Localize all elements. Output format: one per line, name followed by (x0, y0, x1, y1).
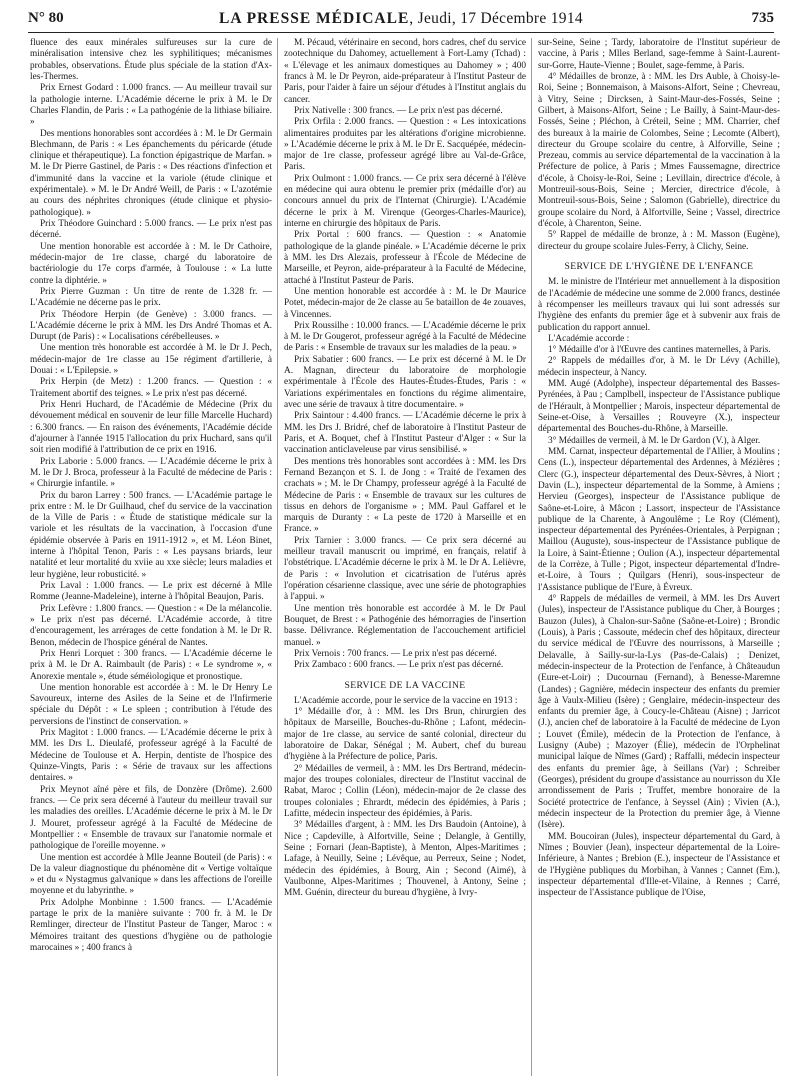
text-column-left (30, 38, 272, 954)
paragraph: M. Pécaud, vétérinaire en second, hors cadres, chef du service zootechnique du Dahomey, actuellement à Fort-Lamy (Tchad) : « L'élevage et les animaux domestiques au Dahomey » ; 400 francs à M. le Dr Peyron, aide-préparateur à l'Institut Pasteur de Paris, pour l'aider à faire un séjour d'études à l'Institut anglais du cancer. (284, 38, 526, 105)
paragraph: Des mentions très honorables sont accordées à : MM. les Drs Fernand Bezançon et S. I. de Jong : « Traité de l'examen des crachats » ; M. le Dr Champy, professeur agrégé à la Faculté de Médecine de Paris : « Ensemble de travaux sur les cultures de tissus en dehors de l'organisme » ; MM. Paul Gaffarel et le marquis de Duranty : « La peste de 1720 à Marseille et en France. » (284, 456, 526, 535)
paragraph: Prix Henri Huchard, de l'Académie de Médecine (Prix du dévouement médical en souvenir de leur fille Marcelle Huchard) : 6.300 francs. — En raison des événements, l'Académie décide d'ajourner à l'année 1915 l'allocation du prix Huchard, sans qu'il soit rien modifié à l'attribution de ce prix en 1916. (30, 400, 272, 456)
paragraph: Des mentions honorables sont accordées à : M. le Dr Germain Blechmann, de Paris : « Les épanchements du péricarde (étude clinique et thérapeutique). La fonction épigastrique de Marfan. » M. le Dr Pierre Gastinel, de Paris : « Des réactions d'infection et d'immunité dans la vaccine et la variole (étude clinique et expérimentale). » M. le Dr André Weill, de Paris : « L'azotémie au cours des néphrites chroniques (étude clinique et physio-pathologique). » (30, 128, 272, 218)
paragraph: Prix Adolphe Monbinne : 1.500 francs. — L'Académie partage le prix de la manière suivante : 700 fr. à M. le Dr Remlinger, directeur de l'Institut Pasteur de Tanger, Maroc : « Mémoires traitant des questions d'hygiène ou de pathologie marocaines » ; 400 francs à (30, 897, 272, 953)
paragraph: Une mention est accordée à Mlle Jeanne Bouteil (de Paris) : « De la valeur diagnostique du phénomène dit « Vertige voltaïque » et du « Nystagmus galvanique » dans les affections de l'oreille moyenne et du labyrinthe. » (30, 852, 272, 897)
paragraph: 3° Médailles de vermeil, à M. le Dr Gardon (V.), à Alger. (548, 435, 761, 446)
paragraph: MM. Augé (Adolphe), inspecteur départemental des Basses-Pyrénées, à Pau ; Camplbell, inspecteur de l'Assistance publique de l'Hérault, à Montpellier ; Marois, inspecteur départemental de Seine-et-Oise, à Versailles ; Rouveyre (X.), inspecteur départemental des Bouches-du-Rhône, à Marseille. (538, 379, 780, 435)
paragraph: Prix Magitot : 1.000 francs. — L'Académie décerne le prix à MM. les Drs L. Dieulafé, professeur agrégé à la Faculté de Médecine de Toulouse et A. Herpin, dentiste de l'hospice des Quinze-Vingts, Paris : « Série de travaux sur les affections dentaires. » (30, 728, 272, 784)
paragraph: Prix Orfila : 2.000 francs. — Question : « Les intoxications alimentaires produites par les altérations d'origine microbienne. » L'Académie décerne le prix à M. le Dr E. Sacquépée, médecin-major de 1re classe, professeur agrégé libre au Val-de-Grâce, Paris. (284, 117, 526, 173)
paragraph: Prix Oulmont : 1.000 francs. — Ce prix sera décerné à l'élève en médecine qui aura obtenu le premier prix (médaille d'or) au concours annuel du prix de l'Internat (Chirurgie). L'Académie décerne le prix à M. Virenque (Georges-Charles-Maurice), interne en chirurgie des hôpitaux de Paris. (284, 173, 526, 229)
paragraph: Prix Zambaco : 600 francs. — Le prix n'est pas décerné. (294, 660, 504, 671)
paragraph: Prix Lefèvre : 1.800 francs. — Question : « De la mélancolie. » Le prix n'est pas décerné. L'Académie accorde, à titre d'encouragement, les arrérages de cette fondation à M. le Dr R. Benon, médecin de l'hospice général de Nantes. (30, 603, 272, 648)
paragraph: 2° Rappels de médailles d'or, à M. le Dr Lévy (Achille), médecin inspecteur, à Nancy. (538, 356, 780, 378)
paragraph: 2° Médailles de vermeil, à : MM. les Drs Bertrand, médecin-major des troupes coloniales, directeur de l'Institut vaccinal de Rabat, Maroc ; Collin (Léon), médecin-major de 2e classe des troupes coloniales ; Ehrardt, médecin des épidémies, à Paris ; Lafitte, médecin inspecteur des épidémies, à Paris. (284, 763, 526, 819)
paragraph: Prix Meynot aîné père et fils, de Donzère (Drôme). 2.600 francs. — Ce prix sera décerné à l'auteur du meilleur travail sur les maladies des oreilles. L'Académie décerne le prix à M. le Dr J. Mouret, professeur agrégé à la Faculté de Médecine de Montpellier : « Ensemble de travaux sur l'anatomie normale et pathologique de l'oreille moyenne. » (30, 784, 272, 852)
paragraph: Prix Théodore Herpin (de Genève) : 3.000 francs. — L'Académie décerne le prix à MM. les Drs André Thomas et A. Durupt (de Paris) : « Localisations cérébelleuses. » (30, 309, 272, 343)
issue-date: , Jeudi, 17 Décembre 1914 (409, 10, 583, 27)
paragraph: fluence des eaux minérales sulfureuses sur la cure de minéralisation intensive chez les syphilitiques; mécanismes probables, observations. Étude plus spéciale de la station d'Ax-les-Thermes. (30, 38, 272, 82)
column-rule (531, 38, 532, 1076)
section-heading: SERVICE DE LA VACCINE (344, 679, 466, 691)
issue-number: N° 80 (28, 10, 64, 26)
paragraph: L'Académie accorde : (548, 333, 630, 344)
paragraph: Une mention honorable est accordée à : M. le Dr Maurice Potet, médecin-major de 2e classe au 5e bataillon de 4e zouaves, à Vincennes. (284, 286, 526, 320)
paragraph: Prix Théodore Guinchard : 5.000 francs. — Le prix n'est pas décerné. (30, 219, 272, 241)
paragraph: MM. Boucoiran (Jules), inspecteur départemental du Gard, à Nîmes ; Bouvier (Jean), inspecteur départemental de la Loire-Inférieure, à Nantes ; Brebion (E.), inspecteur de l'Assistance et de l'Hygiène publiques du Morbihan, à Vannes ; Cannet (Em.), inspecteur départemental d'Ille-et-Vilaine, à Rennes ; Carré, inspecteur de l'Assistance publique de l'Oise, (538, 831, 780, 899)
paragraph: 3° Médailles d'argent, à : MM. les Drs Baudoin (Antoine), à Nice ; Capdeville, à Alfortville, Seine ; Delangle, à Gentilly, Seine ; Fornari (Jean-Baptiste), à Menton, Alpes-Maritimes ; Lafage, à Neuilly, Seine ; Lévêque, au Perreux, Seine ; Nodet, médecin des épidémies, à Bourg, Ain ; Second (Aimé), à Vaulbonne, Alpes-Maritimes ; Thouvenel, à Antony, Seine ; MM. Guénin, directeur du bureau d'hygiène, à Ivry- (284, 820, 526, 899)
paragraph: Prix Tarnier : 3.000 francs. — Ce prix sera décerné au meilleur travail manuscrit ou imprimé, en français, relatif à l'obstétrique. L'Académie décerne le prix à M. le Dr A. Lelièvre, de Paris : « Involution et cicatrisation de l'utérus après l'opération césarienne classique, avec une série de photographies à l'appui. » (284, 535, 526, 603)
page-header (28, 6, 774, 33)
paragraph: MM. Carnat, inspecteur départemental de l'Allier, à Moulins ; Cens (L.), inspecteur départemental des Ardennes, à Mézières ; Clerc (G.), inspecteur départemental des Deux-Sèvres, à Niort ; Davin (L.), inspecteur départemental de la Somme, à Amiens ; Hervieu (Georges), inspecteur de l'Assistance publique de Saône-et-Loire, à Mâcon ; Lassort, inspecteur de l'Assistance publique de la Charente, à Angoulême ; Le Roy (Clément), inspecteur départemental des Pyrénées-Orientales, à Perpignan ; Maillou (Auguste), sous-inspecteur de l'Assistance publique de la Loire, à Saint-Étienne ; Oulion (A.), inspecteur départemental de la Corrèze, à Tulle ; Pigot, inspecteur départemental d'Indre-et-Loire, à Tours ; Quilgars (Henri), sous-inspecteur de l'Assistance publique de l'Eure, à Évreux. (538, 446, 780, 593)
paragraph: L'Académie accorde, pour le service de la vaccine en 1913 : (294, 695, 518, 706)
section-heading: SERVICE DE L'HYGIÈNE DE L'ENFANCE (564, 260, 754, 272)
paragraph: Une mention honorable est accordée à : M. le Dr Cathoire, médecin-major de 1re classe, chargé du laboratoire de bactériologie du 17e corps d'armée, à Toulouse : « La lutte contre la diphtérie. » (30, 241, 272, 286)
paragraph: Une mention très honorable est accordée à M. le Dr J. Pech, médecin-major de 1re classe au 15e régiment d'artillerie, à Douai : « L'Epilepsie. » (30, 343, 272, 377)
page-number: 735 (751, 10, 774, 26)
paragraph: 5° Rappel de médaille de bronze, à : M. Masson (Eugène), directeur du groupe scolaire Jules-Ferry, à Clichy, Seine. (538, 230, 780, 252)
paragraph: 4° Rappels de médailles de vermeil, à MM. les Drs Auvert (Jules), inspecteur de l'Assistance publique du Cher, à Bourges ; Bauzon (Jules), à Chalon-sur-Saône (Saône-et-Loire) ; Brondic (Louis), à Paris ; Cassoute, médecin chef des hôpitaux, directeur du service médical de l'Œuvre des nourrissons, à Marseille ; Delavalle, à Sailly-sur-la-Lys (Pas-de-Calais) ; Denizet, médecin-inspecteur de la Protection de l'enfance, à Châteaudun (Eure-et-Loir) ; Ducournau (Fernand), à Benesse-Maremne (Landes) ; Gagnière, médecin inspecteur des enfants du premier âge à Vaulx-Milieu (Isère) ; Genglaire, médecin-inspecteur des enfants du premier âge, à Coucy-le-Château (Aisne) ; Jarricot (J.), ancien chef de laboratoire à la Faculté de médecine de Lyon ; Louvet (Émile), médecin de la Protection de l'enfance, à Lusigny (Aube) ; Mazoyer (Élie), médecin de l'Orphelinat municipal laïque de Nîmes (Gard) ; Raffalli, médecin inspecteur des enfants du premier âge, à Seillans (Var) ; Schreiber (Georges), président du groupe d'assistance au nourrisson du XIe arrondissement de Paris ; Truffet, membre honoraire de la Société protectrice de l'enfance, à Seyssel (Ain) ; Vivien (A.), médecin inspecteur de la Protection du premier âge, à Vienne (Isère). (538, 594, 780, 831)
paragraph: Prix Laborie : 5.000 francs. — L'Académie décerne le prix à M. le Dr J. Broca, professeur à la Faculté de médecine de Paris : « Chirurgie infantile. » (30, 456, 272, 490)
paragraph: Prix Saintour : 4.400 francs. — L'Académie décerne le prix à MM. les Drs J. Bridré, chef de laboratoire à l'Institut Pasteur de Paris, et A. Boquet, chef à l'Institut Pasteur d'Alger : « Sur la vaccination anticlaveleuse par virus sensibilisé. » (284, 411, 526, 456)
text-column-middle (284, 38, 526, 899)
running-title (28, 10, 774, 28)
paragraph: Prix Pierre Guzman : Un titre de rente de 1.328 fr. — L'Académie ne décerne pas le prix. (30, 286, 272, 309)
paragraph: M. le ministre de l'Intérieur met annuellement à la disposition de l'Académie de médecine une somme de 2.000 francs, destinée à récompenser les meilleurs travaux qui lui sont adressés sur l'hygiène des enfants du premier âge et à subvenir aux frais de publication du rapport annuel. (538, 277, 780, 333)
column-rule (277, 38, 278, 1076)
paragraph: Prix du baron Larrey : 500 francs. — L'Académie partage le prix entre : M. le Dr Guilhaud, chef du service de la vaccination de la Ville de Paris : « Étude de statistique médicale sur la variole et les résultats de la vaccination, à l'occasion d'une épidémie observée à Paris en 1911-1912 », et M. Léon Binet, interne à l'hôpital Tenon, Paris : « Les paysans briards, leur natalité et leur mortalité du xviie au xxe siècle; leurs maladies et leur hygiène, leur robusticité. » (30, 490, 272, 580)
text-column-right (538, 38, 780, 899)
paragraph: 4° Médailles de bronze, à : MM. les Drs Auble, à Choisy-le-Roi, Seine ; Bonnemaison, à Maisons-Alfort, Seine ; Chevreau, à Vitry, Seine ; Dircksen, à Saint-Maur-des-Fossés, Seine ; Gilbert, à Maisons-Alfort, Seine ; Le Bailly, à Saint-Maur-des-Fossés, Seine ; Pléchon, à Créteil, Seine ; MM. Charrier, chef des bureaux à la mairie de Colombes, Seine ; Lecomte (Albert), directeur du Groupe scolaire du centre, à Alforville, Seine ; Prezeau, commis au service départemental de la vaccination à la Préfecture de police, à Paris ; Mmes Faussemagne, directrice d'école, à Choisy-le-Roi, Seine ; Levillain, directrice d'école, à Montreuil-sous-Bois, Seine ; Mercier, directrice d'école, à Montreuil-sous-Bois, Seine ; Salomon (Gabrielle), directrice du groupe scolaire du Nord, à Alfortville, Seine ; Vassel, directrice d'école, à Charenton, Seine. (538, 71, 780, 229)
paragraph: Prix Nativelle : 300 francs. — Le prix n'est pas décerné. (294, 105, 503, 116)
paragraph: sur-Seine, Seine ; Tardy, laboratoire de l'Institut supérieur de vaccine, à Paris ; Mlles Berland, sage-femme à Saint-Laurent-sur-Gorre, Haute-Vienne ; Boulet, sage-femme, à Paris. (538, 38, 780, 71)
paragraph: Prix Portal : 600 francs. — Question : « Anatomie pathologique de la glande pinéale. » L'Académie décerne le prix à MM. les Drs Alezais, professeur à l'École de Médecine de Marseille, et Peyron, aide-préparateur à la Faculté de Médecine, attaché à l'Institut Pasteur de Paris. (284, 230, 526, 286)
paragraph: 1° Médaille d'or, à : MM. les Drs Brun, chirurgien des hôpitaux de Marseille, Bouches-du-Rhône ; Lafont, médecin-major de 1re classe, au service de santé colonial, directeur du laboratoire de Dakar, Sénégal ; M. Aubert, chef du bureau d'hygiène à la Préfecture de police, Paris. (284, 707, 526, 763)
paragraph: Prix Ernest Godard : 1.000 francs. — Au meilleur travail sur la pathologie interne. L'Académie décerne le prix à M. le Dr Charles Flandin, de Paris : « La pathogénie de la lithiase biliaire. » (30, 83, 272, 128)
paragraph: Une mention très honorable est accordée à M. le Dr Paul Bouquet, de Brest : « Pathogénie des hémorragies de l'insertion basse. Délivrance. Réglementation de l'accouchement artificiel manuel. » (284, 603, 526, 648)
paragraph: Une mention honorable est accordée à : M. le Dr Henry Le Savoureux, interne des Asiles de la Seine et de l'Infirmerie spéciale du Dépôt : « Le spleen ; contribution à l'étude des perversions de l'instinct de conservation. » (30, 682, 272, 727)
journal-title: LA PRESSE MÉDICALE (219, 10, 410, 27)
paragraph: Prix Roussilhe : 10.000 francs. — L'Académie décerne le prix à M. le Dr Gougerot, professeur agrégé à la Faculté de Médecine de Paris : « Ensemble de travaux sur les maladies de la peau. » (284, 320, 526, 354)
paragraph: Prix Herpin (de Metz) : 1.200 francs. — Question : « Traitement abortif des teignes. » Le prix n'est pas décerné. (30, 377, 272, 399)
paragraph: Prix Vernois : 700 francs. — Le prix n'est pas décerné. (294, 648, 497, 659)
paragraph: 1° Médaille d'or à l'Œuvre des cantines maternelles, à Paris. (548, 345, 771, 356)
paragraph: Prix Laval : 1.000 francs. — Le prix est décerné à Mlle Romme (Jeanne-Madeleine), interne à l'hôpital Beaujon, Paris. (30, 581, 272, 603)
paragraph: Prix Henri Lorquet : 300 francs. — L'Académie décerne le prix à M. le Dr A. Raimbault (de Paris) : « Le syndrome », « Anorexie mentale », étude séméiologique et pronostique. (30, 648, 272, 682)
paragraph: Prix Sabatier : 600 francs. — Le prix est décerné à M. le Dr A. Magnan, directeur du laboratoire de morphologie expérimentale à l'École des Hautes-Études-Études, Paris : « Variations expérimentales en fonctions du régime alimentaire, avec une série de travaux à titre documentaire. » (284, 354, 526, 410)
